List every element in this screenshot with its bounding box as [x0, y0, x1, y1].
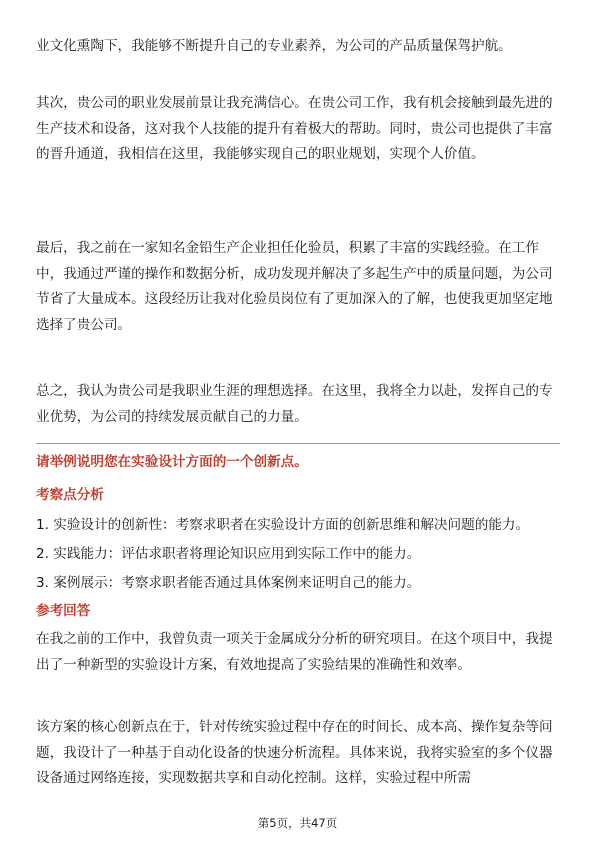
page-footer: 第5页，共47页 — [257, 816, 338, 830]
paragraph-career-prospects: 其次，贵公司的职业发展前景让我充满信心。在贵公司工作，我有机会接触到最先进的生产技术和设备，这对我个人技能的提升有着极大的帮助。同时，贵公司也提供了丰富的晋升通道，我相信在这里，我能够实现自己的职业规划，实现个人价值。 — [36, 95, 553, 162]
answer-paragraph-2: 该方案的核心创新点在于，针对传统实验过程中存在的时间长、成本高、操作复杂等问题，我设计了一种基于自动化设备的快速分析流程。具体来说，我将实验室的多个仪器设备通过网络连接，实现数据共享和自动化控制。这样，实验过程中所需 — [36, 719, 553, 786]
analysis-list — [36, 511, 529, 598]
paragraph-conclusion: 总之，我认为贵公司是我职业生涯的理想选择。在这里，我将全力以赴，发挥自己的专业优势，为公司的持续发展贡献自己的力量。 — [36, 383, 553, 425]
paragraph-culture: 业文化熏陶下，我能够不断提升自己的专业素养，为公司的产品质量保驾护航。 — [36, 38, 512, 54]
analysis-item: 3. 案例展示：考察求职者能否通过具体案例来证明自己的能力。 — [36, 575, 421, 591]
answer-heading: 参考回答 — [36, 603, 91, 619]
analysis-heading: 考察点分析 — [36, 487, 104, 503]
question-title: 请举例说明您在实验设计方面的一个创新点。 — [36, 454, 308, 470]
section-divider — [36, 443, 560, 444]
analysis-item: 2. 实践能力：评估求职者将理论知识应用到实际工作中的能力。 — [36, 546, 421, 562]
paragraph-experience: 最后，我之前在一家知名金铅生产企业担任化验员，积累了丰富的实践经验。在工作中，我通过严谨的操作和数据分析，成功发现并解决了多起生产中的质量问题，为公司节省了大量成本。这段经历让我对化验员岗位有了更加深入的了解，也使我更加坚定地选择了贵公司。 — [36, 240, 553, 333]
analysis-item: 1. 实验设计的创新性：考察求职者在实验设计方面的创新思维和解决问题的能力。 — [36, 517, 530, 533]
answer-paragraph-1: 在我之前的工作中，我曾负责一项关于金属成分分析的研究项目。在这个项目中，我提出了一种新型的实验设计方案，有效地提高了实验结果的准确性和效率。 — [36, 631, 553, 673]
